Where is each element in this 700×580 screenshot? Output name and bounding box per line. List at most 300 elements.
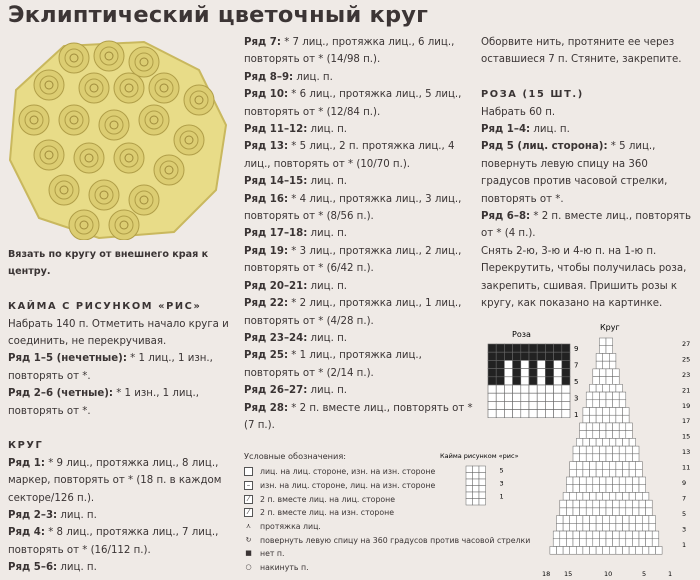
chart-cell bbox=[606, 392, 613, 400]
chart-cell bbox=[466, 473, 473, 480]
rose-motif bbox=[49, 175, 79, 205]
chart-cell bbox=[632, 454, 639, 462]
chart-cell bbox=[613, 500, 620, 508]
chart-cell bbox=[593, 485, 600, 493]
chart-cell bbox=[586, 477, 593, 485]
chart-cell bbox=[646, 500, 653, 508]
pattern-row: Ряд 16: * 4 лиц., протяжка лиц., 3 лиц., повторять от * (8/56 п.). bbox=[244, 193, 462, 223]
chart-cell bbox=[603, 462, 610, 470]
chart-cell bbox=[603, 353, 610, 361]
rose-motif bbox=[79, 73, 109, 103]
right-column bbox=[481, 34, 696, 312]
chart-cell bbox=[616, 546, 623, 554]
pattern-row: Ряд 20–21: лиц. п. bbox=[244, 280, 347, 292]
chart-cell bbox=[632, 477, 639, 485]
legend-text: изн. на лиц. стороне, лиц. на изн. стороне bbox=[260, 481, 436, 491]
chart-cell bbox=[593, 369, 600, 377]
chart-cell bbox=[553, 531, 560, 539]
chart-cell bbox=[583, 523, 590, 531]
chart-cell bbox=[586, 508, 593, 516]
chart-cell bbox=[593, 377, 600, 385]
chart-cell bbox=[573, 508, 580, 516]
chart-cell bbox=[521, 410, 529, 418]
border-heading: КАЙМА С РИСУНКОМ «РИС» bbox=[8, 301, 202, 313]
chart-cell bbox=[590, 438, 597, 446]
chart-cell bbox=[586, 454, 593, 462]
chart-cell bbox=[603, 492, 610, 500]
rose-motif bbox=[114, 143, 144, 173]
chart-cell bbox=[488, 377, 496, 385]
chart-cell bbox=[599, 500, 606, 508]
legend-symbol-icon: ○ bbox=[245, 563, 252, 572]
chart-cell bbox=[632, 531, 639, 539]
chart-cell bbox=[599, 508, 606, 516]
chart-cell bbox=[619, 485, 626, 493]
rose-motif bbox=[109, 210, 139, 240]
chart-cell bbox=[586, 539, 593, 547]
pattern-row: Ряд 8–9: лиц. п. bbox=[244, 71, 333, 83]
chart-cell bbox=[513, 344, 521, 352]
chart-cell bbox=[603, 361, 610, 369]
chart-cell bbox=[609, 469, 616, 477]
chart-cell bbox=[496, 385, 504, 393]
chart-cell bbox=[580, 531, 587, 539]
chart-cell bbox=[629, 546, 636, 554]
pattern-row: Ряд 7: * 7 лиц., протяжка лиц., 6 лиц., повторять от * (14/98 п.). bbox=[244, 37, 455, 66]
chart-cell bbox=[616, 516, 623, 524]
chart-cell bbox=[609, 546, 616, 554]
chart-cell bbox=[521, 352, 529, 360]
chart-cell bbox=[590, 516, 597, 524]
chart-cell bbox=[521, 369, 529, 377]
chart-cell bbox=[656, 546, 663, 554]
chart-cell bbox=[583, 438, 590, 446]
chart-cell bbox=[632, 500, 639, 508]
rose-motif bbox=[89, 180, 119, 210]
chart-cell bbox=[599, 377, 606, 385]
chart-cell bbox=[652, 539, 659, 547]
chart-cell bbox=[553, 539, 560, 547]
chart-cell bbox=[593, 500, 600, 508]
chart-cell bbox=[570, 469, 577, 477]
chart-cell bbox=[466, 479, 473, 486]
chart-cell bbox=[629, 516, 636, 524]
chart-cell bbox=[609, 462, 616, 470]
chart-cell bbox=[599, 431, 606, 439]
chart-cell bbox=[479, 479, 486, 486]
pattern-row: Ряд 23–24: лиц. п. bbox=[244, 332, 347, 344]
chart-cell bbox=[521, 385, 529, 393]
pattern-row: Ряд 28: * 2 п. вместе лиц., повторять от * (7 п.). bbox=[244, 402, 473, 431]
chart-cell bbox=[521, 360, 529, 368]
chart-cell bbox=[573, 485, 580, 493]
chart-cell bbox=[613, 477, 620, 485]
chart-cell bbox=[550, 546, 557, 554]
pattern-row: Ряд 22: * 2 лиц., протяжка лиц., 1 лиц., повторять от * (4/28 п.). bbox=[244, 298, 462, 327]
chart-cell bbox=[576, 492, 583, 500]
legend-symbol-icon: ■ bbox=[245, 549, 252, 558]
chart-cell bbox=[629, 438, 636, 446]
chart-cell bbox=[573, 446, 580, 454]
chart-cell bbox=[583, 407, 590, 415]
chart-cell bbox=[629, 492, 636, 500]
chart-cell bbox=[599, 423, 606, 431]
rose-motif bbox=[129, 47, 159, 77]
chart-cell bbox=[626, 423, 633, 431]
chart-cell bbox=[473, 486, 480, 493]
chart-cell bbox=[566, 477, 573, 485]
chart-cell bbox=[626, 500, 633, 508]
chart-cell bbox=[636, 469, 643, 477]
chart-cell bbox=[504, 352, 512, 360]
chart-cell bbox=[586, 431, 593, 439]
chart-cell bbox=[557, 516, 564, 524]
chart-cell bbox=[632, 446, 639, 454]
chart-cell bbox=[504, 369, 512, 377]
rose-motif bbox=[149, 73, 179, 103]
chart-cell bbox=[513, 360, 521, 368]
chart-cell bbox=[596, 492, 603, 500]
chart-cell bbox=[593, 392, 600, 400]
chart-cell bbox=[606, 539, 613, 547]
chart-cell bbox=[626, 531, 633, 539]
chart-cell bbox=[596, 523, 603, 531]
chart-cell bbox=[613, 539, 620, 547]
chart-cell bbox=[566, 508, 573, 516]
chart-cell bbox=[590, 523, 597, 531]
chart-cell bbox=[504, 344, 512, 352]
chart-cell bbox=[488, 352, 496, 360]
chart-cell bbox=[623, 462, 630, 470]
chart-cell bbox=[573, 454, 580, 462]
chart-cell bbox=[613, 446, 620, 454]
legend-text: 2 п. вместе лиц. на лиц. стороне bbox=[260, 494, 396, 504]
chart-cell bbox=[626, 454, 633, 462]
chart-cell bbox=[603, 407, 610, 415]
col-label: 5 bbox=[642, 570, 647, 578]
chart-cell bbox=[619, 477, 626, 485]
chart-cell bbox=[629, 462, 636, 470]
chart-cell bbox=[642, 516, 649, 524]
chart-cell bbox=[642, 492, 649, 500]
chart-cell bbox=[639, 539, 646, 547]
chart-cell bbox=[580, 431, 587, 439]
chart-cell bbox=[473, 473, 480, 480]
legend-item bbox=[244, 533, 531, 547]
chart-cell bbox=[596, 361, 603, 369]
chart-cell bbox=[583, 546, 590, 554]
chart-cell bbox=[616, 415, 623, 423]
chart-cell bbox=[466, 466, 473, 473]
chart-cell bbox=[570, 462, 577, 470]
chart-cell bbox=[619, 392, 626, 400]
chart-cell bbox=[583, 469, 590, 477]
row-label: 11 bbox=[682, 463, 691, 472]
chart-cell bbox=[586, 423, 593, 431]
chart-cell bbox=[488, 393, 496, 401]
chart-cell bbox=[576, 462, 583, 470]
chart-cell bbox=[623, 523, 630, 531]
chart-cell bbox=[606, 508, 613, 516]
rose-motif bbox=[94, 41, 124, 71]
col-label: 1 bbox=[668, 570, 673, 578]
chart-cell bbox=[629, 523, 636, 531]
chart-cell bbox=[586, 446, 593, 454]
chart-cell bbox=[593, 423, 600, 431]
chart-cell bbox=[570, 492, 577, 500]
chart-cell bbox=[619, 531, 626, 539]
chart-cell bbox=[557, 546, 564, 554]
legend-text: нет п. bbox=[260, 549, 285, 559]
chart-cell bbox=[639, 477, 646, 485]
legend-symbol-icon bbox=[244, 467, 253, 476]
row-label: 3 bbox=[574, 394, 579, 403]
chart-cell bbox=[593, 539, 600, 547]
middle-column bbox=[244, 34, 474, 434]
chart-cell bbox=[593, 446, 600, 454]
circle-chart bbox=[536, 318, 700, 580]
circle-row-3: Ряд 4: * 8 лиц., протяжка лиц., 7 лиц., повторять от * (16/112 п.). bbox=[8, 527, 219, 556]
rose-motif bbox=[34, 140, 64, 170]
pattern-row: Ряд 25: * 1 лиц., протяжка лиц., повторять от * (2/14 п.). bbox=[244, 350, 422, 379]
chart-cell bbox=[606, 500, 613, 508]
chart-cell bbox=[619, 500, 626, 508]
chart-cell bbox=[646, 539, 653, 547]
chart-cell bbox=[576, 523, 583, 531]
chart-cell bbox=[609, 384, 616, 392]
chart-cell bbox=[473, 492, 480, 499]
chart-cell bbox=[636, 516, 643, 524]
chart-cell bbox=[606, 454, 613, 462]
legend-text: протяжка лиц. bbox=[260, 522, 321, 532]
chart-cell bbox=[576, 438, 583, 446]
chart-cell bbox=[632, 539, 639, 547]
chart-cell bbox=[580, 485, 587, 493]
chart-cell bbox=[639, 500, 646, 508]
chart-cell bbox=[583, 516, 590, 524]
chart-cell bbox=[479, 486, 486, 493]
chart-cell bbox=[590, 546, 597, 554]
chart-cell bbox=[609, 407, 616, 415]
chart-cell bbox=[586, 400, 593, 408]
chart-cell bbox=[639, 508, 646, 516]
chart-cell bbox=[609, 438, 616, 446]
col-label: 18 bbox=[542, 570, 551, 578]
chart-cell bbox=[606, 446, 613, 454]
chart-cell bbox=[563, 492, 570, 500]
chart-cell bbox=[609, 523, 616, 531]
rose-motif bbox=[114, 73, 144, 103]
chart-cell bbox=[596, 415, 603, 423]
chart-cell bbox=[613, 531, 620, 539]
chart-cell bbox=[570, 516, 577, 524]
chart-cell bbox=[606, 431, 613, 439]
chart-cell bbox=[586, 500, 593, 508]
chart-cell bbox=[580, 423, 587, 431]
pattern-row: Ряд 11–12: лиц. п. bbox=[244, 124, 347, 136]
chart-cell bbox=[606, 369, 613, 377]
chart-cell bbox=[513, 401, 521, 409]
left-column bbox=[8, 246, 240, 577]
chart-cell bbox=[566, 500, 573, 508]
chart-cell bbox=[583, 492, 590, 500]
rose-motif bbox=[19, 105, 49, 135]
circle-row-4: Ряд 5–6: лиц. п. bbox=[8, 562, 97, 574]
chart-cell bbox=[606, 485, 613, 493]
border-row-2: Ряд 2–6 (четные): * 1 изн., 1 лиц., повторять от *. bbox=[8, 388, 199, 417]
chart-cell bbox=[488, 410, 496, 418]
chart-cell bbox=[606, 346, 613, 354]
chart-cell bbox=[619, 446, 626, 454]
chart-cell bbox=[496, 352, 504, 360]
chart-cell bbox=[596, 438, 603, 446]
chart-cell bbox=[613, 400, 620, 408]
chart-cell bbox=[623, 492, 630, 500]
chart-cell bbox=[613, 369, 620, 377]
chart-cell bbox=[626, 508, 633, 516]
chart-cell bbox=[496, 401, 504, 409]
chart-cell bbox=[466, 499, 473, 506]
chart-cell bbox=[593, 454, 600, 462]
chart-cell bbox=[616, 384, 623, 392]
legend-text: лиц. на лиц. стороне, изн. на изн. стороне bbox=[260, 467, 436, 477]
rose-row-1: Ряд 1–4: лиц. п. bbox=[481, 124, 570, 136]
rose-row-3: Ряд 6–8: * 2 п. вместе лиц., повторять от * (4 п.). bbox=[481, 211, 691, 240]
rose-cast-on: Набрать 60 п. bbox=[481, 106, 556, 118]
chart-cell bbox=[623, 438, 630, 446]
chart-cell bbox=[626, 431, 633, 439]
intro-text: Вязать по кругу от внешнего края к центру. bbox=[8, 249, 209, 278]
chart-cell bbox=[646, 531, 653, 539]
chart-cell bbox=[566, 485, 573, 493]
chart-cell bbox=[606, 377, 613, 385]
legend-symbol-icon: – bbox=[244, 481, 253, 490]
row-label: 15 bbox=[682, 432, 691, 441]
chart-cell bbox=[596, 353, 603, 361]
chart-cell bbox=[596, 516, 603, 524]
rose-motif bbox=[139, 105, 169, 135]
chart-cell bbox=[496, 410, 504, 418]
chart-cell bbox=[613, 431, 620, 439]
chart-cell bbox=[623, 407, 630, 415]
chart-cell bbox=[603, 415, 610, 423]
chart-cell bbox=[599, 485, 606, 493]
row-label: 25 bbox=[682, 355, 691, 364]
chart-cell bbox=[613, 392, 620, 400]
chart-cell bbox=[609, 361, 616, 369]
chart-cell bbox=[590, 384, 597, 392]
legend-item bbox=[244, 547, 514, 561]
chart-cell bbox=[599, 369, 606, 377]
chart-cell bbox=[606, 531, 613, 539]
chart-cell bbox=[580, 477, 587, 485]
legend-text: 2 п. вместе лиц. на изн. стороне bbox=[260, 508, 395, 518]
chart-cell bbox=[639, 485, 646, 493]
chart-cell bbox=[616, 438, 623, 446]
chart-cell bbox=[593, 508, 600, 516]
row-label: 7 bbox=[574, 361, 579, 370]
chart-cell bbox=[570, 546, 577, 554]
chart-cell bbox=[496, 377, 504, 385]
chart-cell bbox=[593, 400, 600, 408]
row-label: 7 bbox=[682, 494, 687, 503]
chart-cell bbox=[609, 415, 616, 423]
chart-cell bbox=[570, 523, 577, 531]
border-row-1: Ряд 1–5 (нечетные): * 1 лиц., 1 изн., повторять от *. bbox=[8, 353, 213, 382]
chart-cell bbox=[619, 508, 626, 516]
border-text: Набрать 140 п. Отметить начало круга и соединить, не перекручивая. bbox=[8, 318, 229, 348]
chart-cell bbox=[488, 360, 496, 368]
chart-cell bbox=[479, 473, 486, 480]
chart-cell bbox=[603, 384, 610, 392]
chart-cell bbox=[599, 454, 606, 462]
chart-cell bbox=[586, 392, 593, 400]
chart-cell bbox=[613, 485, 620, 493]
legend-text: повернуть левую спицу на 360 градусов против часовой стрелки bbox=[260, 535, 531, 545]
row-label: 23 bbox=[682, 370, 691, 379]
chart-cell bbox=[596, 462, 603, 470]
chart-cell bbox=[619, 400, 626, 408]
chart-cell bbox=[473, 499, 480, 506]
chart-cell bbox=[479, 499, 486, 506]
chart-cell bbox=[619, 423, 626, 431]
chart-cell bbox=[580, 454, 587, 462]
chart-cell bbox=[606, 423, 613, 431]
chart-cell bbox=[623, 546, 630, 554]
chart-cell bbox=[599, 392, 606, 400]
chart-cell bbox=[488, 385, 496, 393]
pattern-row: Ряд 19: * 3 лиц., протяжка лиц., 2 лиц., повторять от * (6/42 п.). bbox=[244, 245, 462, 275]
row-label: 17 bbox=[682, 417, 691, 426]
chart-cell bbox=[479, 466, 486, 473]
circle-chart-title: Круг bbox=[600, 323, 620, 332]
chart-cell bbox=[583, 462, 590, 470]
circle-row-1: Ряд 1: * 9 лиц., протяжка лиц., 8 лиц., маркер, повторять от * (18 п. в каждом секторе/126 п.). bbox=[8, 457, 222, 504]
chart-cell bbox=[473, 466, 480, 473]
chart-cell bbox=[613, 423, 620, 431]
chart-cell bbox=[521, 344, 529, 352]
pattern-row: Ряд 17–18: лиц. п. bbox=[244, 228, 347, 240]
chart-cell bbox=[580, 500, 587, 508]
chart-cell bbox=[632, 485, 639, 493]
circle-heading: КРУГ bbox=[8, 440, 44, 452]
chart-cell bbox=[521, 393, 529, 401]
finish-text: Оборвите нить, протяните ее через оставшиеся 7 п. Стяните, закрепите. bbox=[481, 37, 682, 66]
row-label: 21 bbox=[682, 386, 691, 395]
chart-cell bbox=[586, 485, 593, 493]
chart-cell bbox=[504, 401, 512, 409]
chart-cell bbox=[599, 531, 606, 539]
row-label: 9 bbox=[574, 345, 579, 354]
legend-symbol-icon: ⋏ bbox=[245, 522, 252, 531]
chart-cell bbox=[599, 400, 606, 408]
chart-cell bbox=[513, 410, 521, 418]
chart-cell bbox=[496, 369, 504, 377]
chart-cell bbox=[560, 539, 567, 547]
chart-cell bbox=[599, 346, 606, 354]
pattern-row: Ряд 26–27: лиц. п. bbox=[244, 385, 347, 397]
chart-cell bbox=[504, 410, 512, 418]
circle-row-2: Ряд 2–3: лиц. п. bbox=[8, 510, 97, 522]
chart-cell bbox=[573, 531, 580, 539]
legend-symbol-icon: ⁄ bbox=[244, 508, 253, 517]
chart-cell bbox=[513, 385, 521, 393]
chart-cell bbox=[623, 415, 630, 423]
chart-cell bbox=[573, 539, 580, 547]
chart-cell bbox=[504, 393, 512, 401]
chart-cell bbox=[649, 516, 656, 524]
chart-cell bbox=[609, 353, 616, 361]
